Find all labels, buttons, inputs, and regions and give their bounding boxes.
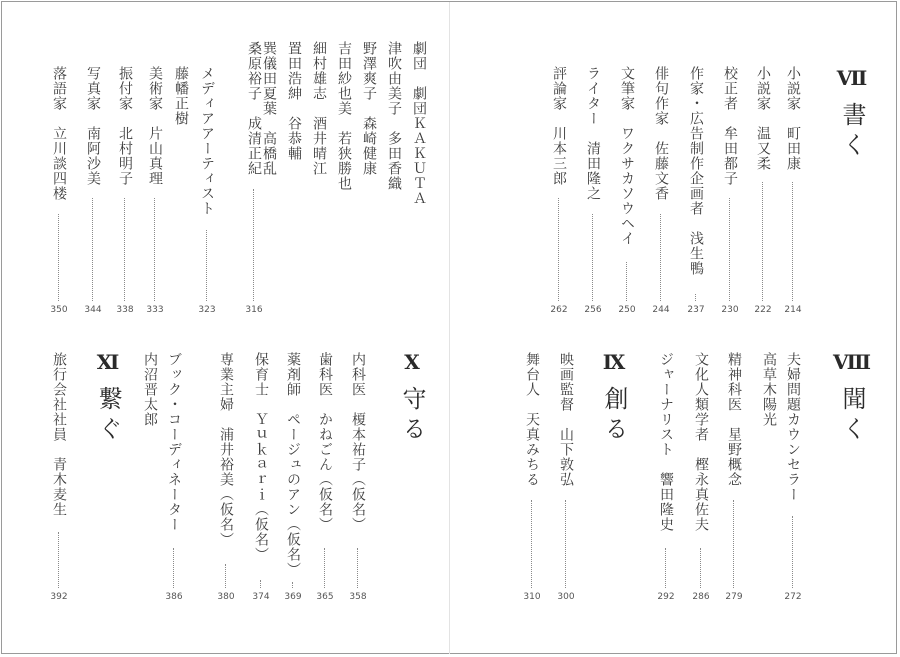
page-number: 300 (557, 592, 575, 602)
dot-leader (700, 548, 701, 588)
entry-text (582, 66, 604, 201)
section-numeral: Ⅸ (602, 350, 626, 374)
entry-spacer (658, 457, 674, 472)
dot-leader (324, 548, 325, 588)
page-number: 279 (725, 592, 743, 602)
dot-leader (733, 500, 734, 588)
page-number: 392 (50, 592, 68, 602)
page-number: 386 (165, 592, 183, 602)
entry-name: 清田隆之 (585, 141, 601, 201)
entry-name: ワクサカソウヘイ (619, 126, 635, 246)
page-number: 365 (316, 592, 334, 602)
toc-entry-tatekawa[interactable] (48, 66, 70, 319)
entry-role: 巽儀田夏葉 (261, 41, 277, 116)
dot-leader (58, 532, 59, 588)
toc-entry-machida[interactable] (782, 66, 804, 319)
dot-leader (206, 230, 207, 301)
entry-name: 樫永真佐夫 (693, 457, 709, 532)
entry-name: 立川談四楼 (51, 126, 67, 201)
page-number: 358 (349, 592, 367, 602)
page-number: 333 (146, 305, 164, 315)
toc-entry-kashinaga[interactable] (690, 352, 712, 606)
toc-entry-nozawa[interactable] (358, 41, 380, 319)
entry-text (282, 352, 304, 577)
dot-leader (357, 548, 358, 588)
entry-text (250, 352, 272, 562)
dot-leader (660, 214, 661, 301)
toc-entry-yamashita[interactable] (555, 352, 577, 606)
entry-role: 写真家 (85, 66, 101, 111)
page-number: 344 (84, 305, 102, 315)
entry-name: 高橋乱 (261, 131, 277, 176)
page-number: 237 (687, 305, 705, 315)
entry-text (723, 352, 745, 487)
entry-text (196, 66, 218, 216)
entry-text (690, 352, 712, 532)
entry-name: 山下敦弘 (558, 427, 574, 487)
toc-entry-aoki[interactable] (48, 352, 70, 606)
entry-spacer (117, 111, 133, 126)
entry-role: メディアアーティスト (199, 66, 215, 216)
toc-entry-gekidan[interactable] (408, 41, 430, 319)
dot-leader (260, 580, 261, 588)
page-number: 292 (657, 592, 675, 602)
toc-entry-media[interactable] (196, 66, 218, 319)
entry-text (521, 352, 543, 487)
entry-text (139, 352, 161, 427)
entry-text (758, 352, 780, 427)
entry-role: 歯科医 (317, 352, 333, 397)
page-number: 244 (652, 305, 670, 315)
entry-name: 浅生鴨 (688, 231, 704, 276)
entry-role: 落語家 (51, 66, 67, 111)
section-numeral: Ⅶ (836, 66, 868, 90)
entry-text (752, 66, 774, 171)
entry-role: 津吹由美子 (386, 41, 402, 116)
entry-spacer (785, 111, 801, 126)
entry-name: 多田香織 (386, 131, 402, 191)
dot-leader (92, 198, 93, 301)
dot-leader (531, 500, 532, 588)
entry-role: 藤幡正樹 (173, 66, 189, 126)
entry-text (548, 66, 570, 186)
entry-role: 専業主婦 (218, 352, 234, 412)
entry-text (114, 66, 136, 186)
section-heading-xi (92, 350, 124, 446)
section-heading-ix (598, 350, 630, 446)
entry-role: 置田浩紳 (286, 41, 302, 101)
entry-text (555, 352, 577, 487)
page-number: 316 (245, 305, 263, 315)
entry-spacer (386, 116, 402, 131)
entry-role: 吉田紗也美 (336, 41, 352, 116)
entry-text (383, 41, 405, 191)
toc-entry-fujihata[interactable] (170, 66, 192, 319)
entry-name: 酒井晴江 (311, 116, 327, 176)
toc-entry-kawamoto[interactable] (548, 66, 570, 319)
entry-name: 若狭勝也 (336, 131, 352, 191)
section-title: 書く (838, 102, 866, 162)
entry-text (308, 41, 330, 176)
toc-entry-mutai[interactable] (719, 66, 741, 319)
entry-role: 保育士 (253, 352, 269, 397)
page-number: 262 (550, 305, 568, 315)
entry-role: 校正者 (722, 66, 738, 111)
entry-text (782, 66, 804, 171)
entry-spacer (286, 101, 302, 116)
entry-name: 成清正紀 (246, 116, 262, 176)
toc-entry-minami[interactable] (82, 66, 104, 319)
toc-entry-uchinuma[interactable] (139, 352, 161, 606)
dot-leader (626, 262, 627, 301)
entry-spacer (336, 116, 352, 131)
entry-text (782, 352, 804, 502)
toc-entry-tabuki[interactable] (383, 41, 405, 319)
page-number: 250 (618, 305, 636, 315)
entry-text (650, 66, 672, 201)
page-number: 374 (252, 592, 270, 602)
entry-name: 劇団ＫＡＫＵＴＡ (411, 86, 427, 206)
entry-role: 作家・広告制作企画者 (688, 66, 704, 216)
entry-text (408, 41, 430, 206)
entry-role: 細村雄志 (311, 41, 327, 101)
toc-entry-hoshino[interactable] (723, 352, 745, 606)
entry-name: 浦井裕美（仮名） (218, 427, 234, 547)
entry-role: ジャーナリスト (658, 352, 674, 457)
entry-name: Ｙｕｋａｒｉ（仮名） (253, 412, 269, 562)
entry-text (616, 66, 638, 246)
page-number: 338 (116, 305, 134, 315)
entry-role: 内沼晋太郎 (142, 352, 158, 427)
entry-name: 北村明子 (117, 126, 133, 186)
entry-name: 星野概念 (726, 427, 742, 487)
entry-spacer (361, 101, 377, 116)
entry-name: 青木麦生 (51, 457, 67, 517)
entry-spacer (653, 126, 669, 141)
dot-leader (792, 182, 793, 301)
entry-spacer (558, 412, 574, 427)
entry-role: 劇団 (411, 41, 427, 71)
toc-entry-amami[interactable] (521, 352, 543, 606)
entry-text (358, 41, 380, 176)
entry-spacer (619, 111, 635, 126)
entry-name: かねごん（仮名） (317, 412, 333, 532)
entry-spacer (51, 442, 67, 457)
entry-text (333, 41, 355, 191)
entry-spacer (317, 397, 333, 412)
toc-entry-kanegon[interactable] (314, 352, 336, 606)
entry-spacer (755, 111, 771, 126)
entry-role: 精神科医 (726, 352, 742, 412)
toc-entry-kitamura[interactable] (114, 66, 136, 319)
entry-role: 文化人類学者 (693, 352, 709, 442)
toc-entry-book[interactable] (163, 352, 185, 606)
section-heading-viii (833, 350, 871, 446)
dot-leader (253, 189, 254, 301)
entry-spacer (350, 397, 366, 412)
entry-text (82, 66, 104, 186)
entry-spacer (722, 111, 738, 126)
dot-leader (225, 564, 226, 588)
toc-entry-page[interactable] (282, 352, 304, 606)
toc-entry-katayama[interactable] (144, 66, 166, 319)
toc-entry-kuwahara[interactable] (243, 41, 265, 319)
entry-name: 牟田都子 (722, 126, 738, 186)
toc-entry-hibiki[interactable] (655, 352, 677, 606)
dot-leader (792, 516, 793, 588)
entry-role: 内科医 (350, 352, 366, 397)
entry-name: 佐藤文香 (653, 141, 669, 201)
book-gutter (449, 2, 450, 654)
section-title: 聞く (838, 386, 866, 446)
entry-role: 高草木陽光 (761, 352, 777, 427)
entry-role: 小説家 (755, 66, 771, 111)
entry-name: 森崎健康 (361, 116, 377, 176)
entry-text (719, 66, 741, 186)
page-number: 310 (523, 592, 541, 602)
dot-leader (292, 582, 293, 588)
entry-spacer (218, 412, 234, 427)
entry-name: 天真みちる (524, 412, 540, 487)
entry-role: 文筆家 (619, 66, 635, 111)
entry-spacer (253, 397, 269, 412)
entry-role: 振付家 (117, 66, 133, 111)
entry-spacer (85, 111, 101, 126)
dot-leader (729, 198, 730, 301)
entry-text (48, 66, 70, 201)
page-number: 230 (721, 305, 739, 315)
entry-spacer (51, 111, 67, 126)
entry-role: 舞台人 (524, 352, 540, 397)
page-number: 286 (692, 592, 710, 602)
toc-entry-hosomura[interactable] (308, 41, 330, 319)
toc-entry-yoshida[interactable] (333, 41, 355, 319)
page-number: 272 (784, 592, 802, 602)
toc-entry-on[interactable] (752, 66, 774, 319)
entry-text (685, 66, 707, 276)
section-numeral: Ⅹ (404, 350, 420, 374)
entry-spacer (726, 412, 742, 427)
toc-entry-enomoto[interactable] (347, 352, 369, 606)
toc-entry-fuufu[interactable] (782, 352, 804, 606)
toc-entry-seida[interactable] (582, 66, 604, 319)
entry-name: 町田康 (785, 126, 801, 171)
dot-leader (665, 548, 666, 588)
entry-name: 温又柔 (755, 126, 771, 171)
entry-spacer (693, 442, 709, 457)
entry-name: ページュのアン（仮名） (285, 412, 301, 577)
toc-entry-urai[interactable] (215, 352, 237, 606)
section-heading-x (396, 350, 428, 446)
section-title: 守る (398, 386, 426, 446)
page-number: 350 (50, 305, 68, 315)
entry-role: 評論家 (551, 66, 567, 111)
entry-role: 小説家 (785, 66, 801, 111)
entry-name: 響田隆史 (658, 472, 674, 532)
entry-spacer (411, 71, 427, 86)
entry-spacer (147, 111, 163, 126)
entry-text (655, 352, 677, 532)
dot-leader (592, 214, 593, 301)
page-number: 214 (784, 305, 802, 315)
entry-text (314, 352, 336, 532)
entry-role: 美術家 (147, 66, 163, 111)
entry-role: 俳句作家 (653, 66, 669, 126)
entry-text (215, 352, 237, 547)
entry-spacer (585, 126, 601, 141)
toc-entry-asau[interactable] (685, 66, 707, 319)
toc-entry-takakusa[interactable] (758, 352, 780, 606)
entry-spacer (688, 216, 704, 231)
page-number: 256 (584, 305, 602, 315)
entry-text (48, 352, 70, 517)
entry-spacer (246, 101, 262, 116)
entry-name: 南阿沙美 (85, 126, 101, 186)
dot-leader (762, 182, 763, 301)
dot-leader (565, 500, 566, 588)
entry-role: 野澤爽子 (361, 41, 377, 101)
section-title: 創る (600, 386, 628, 446)
dot-leader (154, 198, 155, 301)
entry-text (283, 41, 305, 161)
section-heading-vii (836, 66, 868, 162)
page-number: 380 (217, 592, 235, 602)
entry-text (347, 352, 369, 532)
entry-name: 川本三郎 (551, 126, 567, 186)
entry-role: 薬剤師 (285, 352, 301, 397)
toc-entry-okita[interactable] (283, 41, 305, 319)
section-title: 繋ぐ (94, 386, 122, 446)
entry-spacer (311, 101, 327, 116)
entry-role: 桑原裕子 (246, 41, 262, 101)
entry-spacer (551, 111, 567, 126)
dot-leader (58, 214, 59, 301)
entry-spacer (524, 397, 540, 412)
entry-name: 片山真理 (147, 126, 163, 186)
toc-entry-yukari[interactable] (250, 352, 272, 606)
entry-role: ライター (585, 66, 601, 126)
section-numeral: Ⅷ (833, 350, 871, 374)
dot-leader (124, 198, 125, 301)
entry-role: 映画監督 (558, 352, 574, 412)
page-number: 369 (284, 592, 302, 602)
toc-entry-sato[interactable] (650, 66, 672, 319)
dot-leader (695, 294, 696, 301)
entry-name: 谷恭輔 (286, 116, 302, 161)
page-number: 222 (754, 305, 772, 315)
dot-leader (558, 198, 559, 301)
dot-leader (173, 548, 174, 588)
entry-text (170, 66, 192, 126)
entry-role: 旅行会社社員 (51, 352, 67, 442)
page-number: 323 (198, 305, 216, 315)
entry-text (243, 41, 265, 176)
section-numeral: Ⅺ (96, 350, 120, 374)
entry-role: 夫婦問題カウンセラー (785, 352, 801, 502)
entry-spacer (285, 397, 301, 412)
toc-entry-wakusaka[interactable] (616, 66, 638, 319)
entry-role: ブック・コーディネーター (166, 352, 182, 532)
entry-text (163, 352, 185, 532)
entry-name: 榎本祐子（仮名） (350, 412, 366, 532)
entry-text (144, 66, 166, 186)
